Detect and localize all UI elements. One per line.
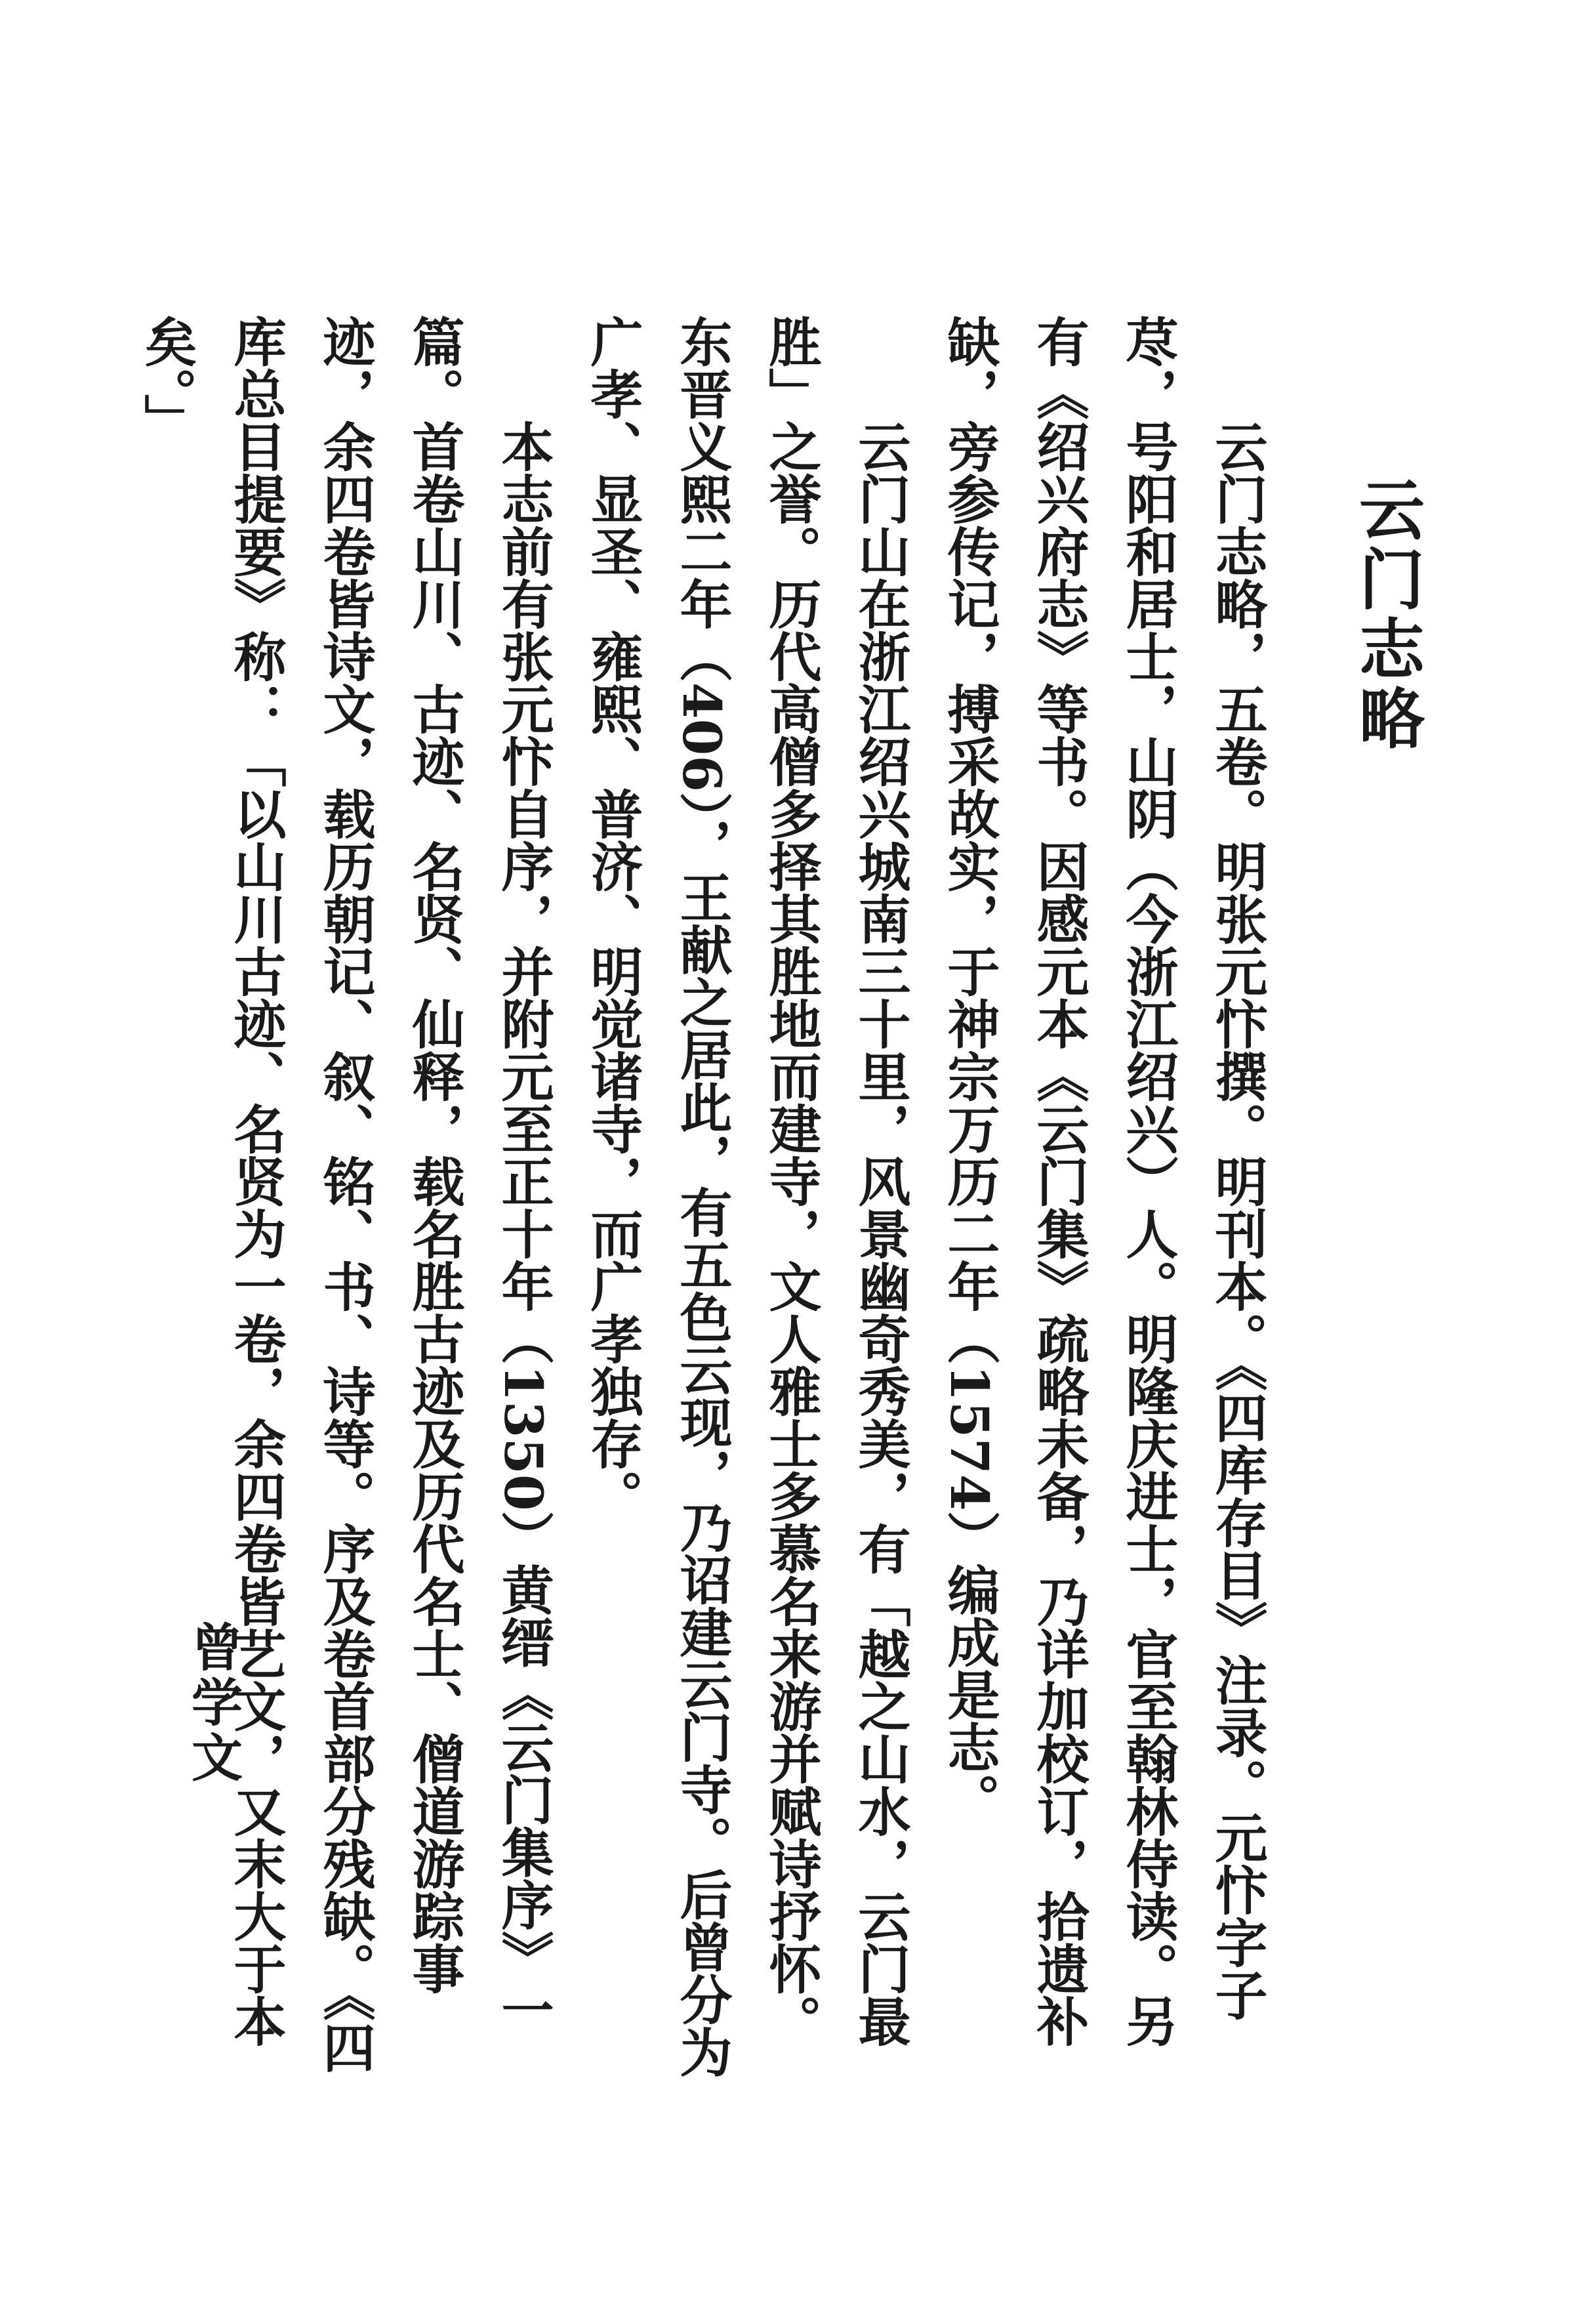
paragraph-3: 本志前有张元忭自序，并附元至正十年（1350）黄缙《云门集序》一篇。首卷山川、古迹、名贤、仙释，载名胜古迹及历代名士、僧道游踪事迹，余四卷皆诗文，载历朝记、叙、铭、书、诗等。序及卷首部分残缺。《四库总目提要》称：「以山川古迹、名贤为一卷，余四卷皆艺文，又末大于本矣。」 (136, 315, 554, 2073)
document-title: 云门志略 (1348, 476, 1425, 754)
paragraph-2: 云门山在浙江绍兴城南三十里，风景幽奇秀美，有「越之山水，云门最胜」之誉。历代高僧多择其胜地而建寺，文人雅士多慕名来游并赋诗抒怀。东晋义熙二年（406），王献之居此，有五色云现，乃诏建云门寺。后曾分为广孝、显圣、雍熙、普济、明觉诸寺，而广孝独存。 (582, 315, 911, 2078)
paragraph-1: 云门志略，五卷。明张元忭撰。明刊本。《四库存目》注录。元忭字子荩，号阳和居士，山阴（今浙江绍兴）人。明隆庆进士，官至翰林侍读。另有《绍兴府志》等书。因感元本《云门集》疏略未备，乃详加校订，拾遗补缺，旁参传记，搏采故实，于神宗万历二年（1574）编成是志。 (939, 315, 1268, 2047)
body-text (122, 315, 1282, 2086)
author-name: 曾学文 (183, 1621, 243, 1786)
